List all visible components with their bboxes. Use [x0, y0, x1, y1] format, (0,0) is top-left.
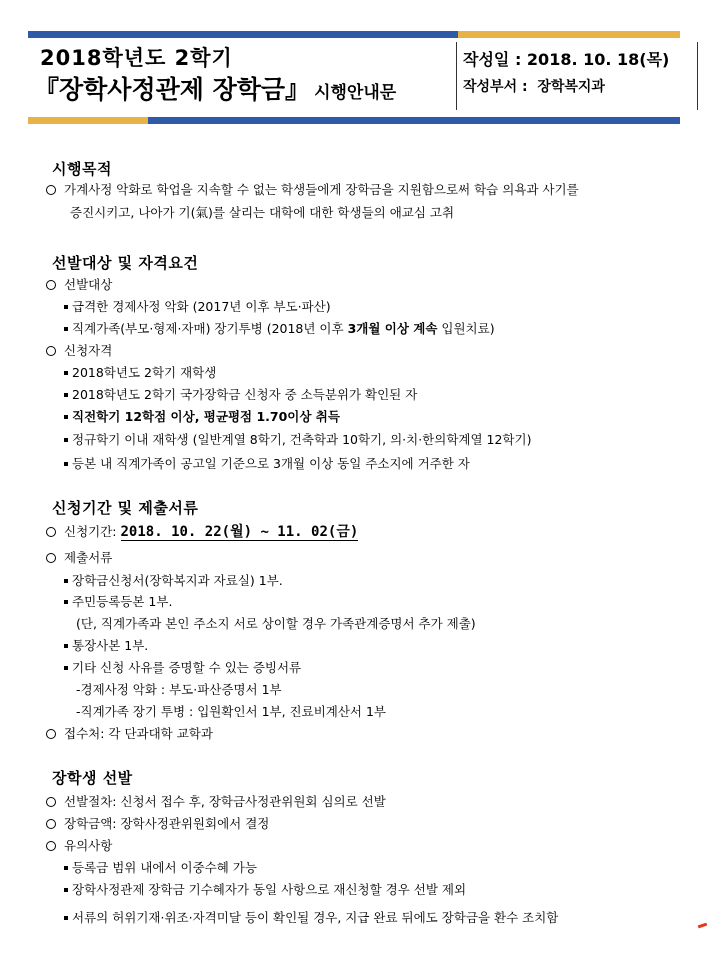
qual-item-2-text: 2018학년도 2학기 국가장학금 신청자 중 소득분위가 확인된 자 — [72, 387, 418, 402]
date-value: 2018. 10. 18(목) — [526, 50, 670, 69]
header-right-border — [697, 42, 698, 110]
purpose-line-1 — [46, 182, 579, 198]
circle-bullet-icon — [46, 553, 56, 563]
section-title-application: 신청기간 및 제출서류 — [52, 499, 199, 517]
amount-text: 장학금액: 장학사정관위원회에서 결정 — [64, 816, 270, 831]
dept-value: 장학복지과 — [537, 79, 605, 95]
square-bullet-icon — [64, 916, 68, 920]
application-period — [46, 524, 358, 540]
page-title-line2 — [34, 70, 396, 106]
circle-bullet-icon — [46, 185, 56, 195]
square-bullet-icon — [64, 888, 68, 892]
dept-label: 작성부서 : — [463, 79, 528, 95]
target-label-text: 선발대상 — [64, 277, 113, 292]
docs-label-text: 제출서류 — [64, 550, 113, 565]
qual-item-2 — [64, 387, 417, 403]
qual-item-4-text: 정규학기 이내 재학생 (일반계열 8학기, 건축학과 10학기, 의·치·한의학계열 12학기) — [72, 432, 532, 447]
doc-item-4-text: 기타 신청 사유를 증명할 수 있는 증빙서류 — [72, 660, 302, 675]
red-mark-decoration — [698, 923, 707, 929]
doc-item-1-text: 장학금신청서(장학복지과 자료실) 1부. — [72, 573, 283, 588]
period-label: 신청기간: — [64, 524, 121, 539]
note-item-2 — [64, 882, 466, 898]
square-bullet-icon — [64, 393, 68, 397]
qual-item-1-text: 2018학년도 2학기 재학생 — [72, 365, 217, 380]
procedure-text: 선발절차: 신청서 접수 후, 장학금사정관위원회 심의로 선발 — [64, 794, 386, 809]
notes-label — [46, 838, 112, 854]
section-title-selection: 장학생 선발 — [52, 769, 133, 787]
notes-label-text: 유의사항 — [64, 838, 113, 853]
circle-bullet-icon — [46, 280, 56, 290]
square-bullet-icon — [64, 438, 68, 442]
header-bottom-bar-blue — [148, 117, 680, 124]
circle-bullet-icon — [46, 819, 56, 829]
qual-item-3 — [64, 409, 340, 425]
target-item-2-text-c: 입원치료) — [437, 321, 495, 336]
purpose-line-2: 증진시키고, 나아가 기(氣)를 살리는 대학에 대한 학생들의 애교심 고취 — [70, 205, 455, 220]
purpose-text-1: 가계사정 악화로 학업을 지속할 수 없는 학생들에게 장학금을 지원함으로써 학습 의욕과 사기를 — [64, 182, 579, 197]
selection-procedure — [46, 794, 386, 810]
circle-bullet-icon — [46, 841, 56, 851]
square-bullet-icon — [64, 600, 68, 604]
square-bullet-icon — [64, 305, 68, 309]
square-bullet-icon — [64, 327, 68, 331]
section-title-eligibility: 선발대상 및 자격요건 — [52, 254, 199, 272]
header-bottom-bar-gold — [28, 117, 148, 124]
target-item-2-text-a: 직계가족(부모·형제·자매) 장기투병 (2018년 이후 — [72, 321, 348, 336]
doc-item-4 — [64, 660, 301, 676]
square-bullet-icon — [64, 415, 68, 419]
header-top-bar-gold — [458, 31, 680, 38]
qual-item-1 — [64, 365, 216, 381]
note-item-2-text: 장학사정관제 장학금 기수혜자가 동일 사항으로 재신청할 경우 선발 제외 — [72, 882, 467, 897]
square-bullet-icon — [64, 644, 68, 648]
qual-label-text: 신청자격 — [64, 343, 113, 358]
doc-item-4-sub-1: -경제사정 악화 : 부도·파산증명서 1부 — [76, 682, 282, 697]
note-item-3 — [64, 910, 558, 926]
qual-item-4 — [64, 432, 531, 448]
target-item-2-text-bold: 3개월 이상 계속 — [347, 321, 438, 336]
doc-item-2 — [64, 594, 172, 610]
square-bullet-icon — [64, 371, 68, 375]
docs-label — [46, 550, 112, 566]
doc-item-3 — [64, 638, 148, 654]
note-item-3-text: 서류의 허위기재·위조·자격미달 등이 확인될 경우, 지급 완료 뒤에도 장학금을 환수 조치함 — [72, 910, 559, 925]
section-title-purpose: 시행목적 — [52, 160, 112, 178]
doc-item-2-text: 주민등록등본 1부. — [72, 594, 173, 609]
qual-item-5-text: 등본 내 직계가족이 공고일 기준으로 3개월 이상 동일 주소지에 거주한 자 — [72, 456, 470, 471]
target-item-2 — [64, 321, 495, 337]
square-bullet-icon — [64, 579, 68, 583]
circle-bullet-icon — [46, 729, 56, 739]
target-label — [46, 277, 112, 293]
qual-item-3-text: 직전학기 12학점 이상, 평균평점 1.70이상 취득 — [72, 409, 340, 424]
target-item-1 — [64, 299, 331, 315]
doc-item-1 — [64, 573, 283, 589]
target-item-1-text: 급격한 경제사정 악화 (2017년 이후 부도·파산) — [72, 299, 331, 314]
date-line — [463, 47, 669, 70]
note-item-1-text: 등록금 범위 내에서 이중수혜 가능 — [72, 860, 257, 875]
receipt-office — [46, 726, 213, 742]
header-top-bar-blue — [28, 31, 458, 38]
doc-item-2-note: (단, 직계가족과 본인 주소지 서로 상이할 경우 가족관계증명서 추가 제출) — [76, 616, 476, 631]
qual-label — [46, 343, 112, 359]
period-value: 2018. 10. 22(월) ~ 11. 02(금) — [120, 524, 359, 540]
qual-item-5 — [64, 456, 470, 472]
doc-item-4-sub-2: -직계가족 장기 투병 : 입원확인서 1부, 진료비계산서 1부 — [76, 704, 386, 719]
square-bullet-icon — [64, 866, 68, 870]
selection-amount — [46, 816, 269, 832]
page-title-main: 『장학사정관제 장학금』 — [34, 75, 311, 104]
square-bullet-icon — [64, 666, 68, 670]
receipt-text: 접수처: 각 단과대학 교학과 — [64, 726, 213, 741]
square-bullet-icon — [64, 462, 68, 466]
page-title-line1: 2018학년도 2학기 — [40, 46, 233, 70]
page-title-suffix: 시행안내문 — [314, 83, 397, 103]
circle-bullet-icon — [46, 346, 56, 356]
date-label: 작성일 : — [463, 50, 522, 69]
note-item-1 — [64, 860, 257, 876]
circle-bullet-icon — [46, 527, 56, 537]
doc-item-3-text: 통장사본 1부. — [72, 638, 149, 653]
circle-bullet-icon — [46, 797, 56, 807]
dept-line — [463, 76, 605, 96]
header-divider — [456, 42, 457, 110]
